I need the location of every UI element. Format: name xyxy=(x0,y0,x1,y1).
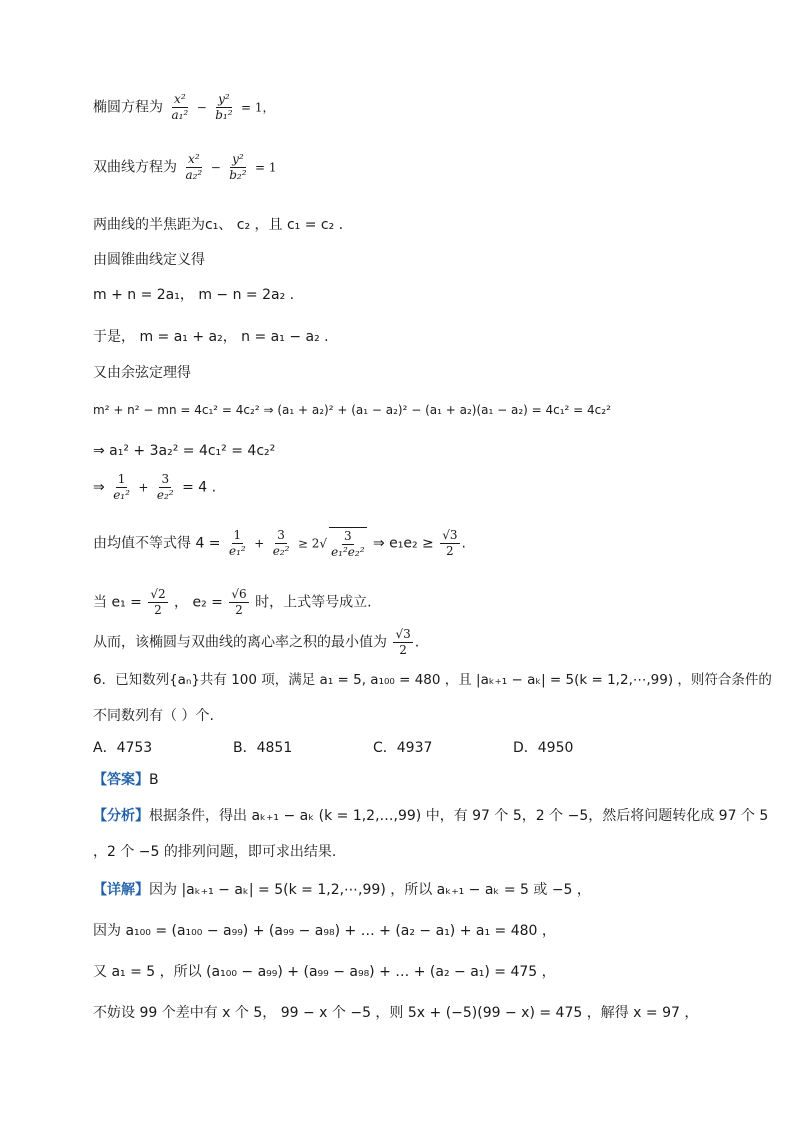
fraction-1-e1: $\frac{1}{\text{e₁²}}$ xyxy=(113,472,130,502)
amgm-tail: ⇒ e₁e₂ ≥ xyxy=(372,535,434,552)
equality-line: 当 e₁ = $\frac{√2}{2}$ ， e₂ = $\frac{√6}{2}$ 时，上式等号成立. xyxy=(93,587,372,617)
hyperbola-label: 双曲线方程为 xyxy=(93,159,177,176)
amgm-prefix: 由均值不等式得 4 = xyxy=(93,535,221,552)
ellipse-eq-tail: = 1， xyxy=(240,100,275,115)
analysis-tag: 【分析】 xyxy=(93,808,149,824)
fraction-y2-b1: $\frac{\text{y²}}{\text{b₁²}}$ xyxy=(215,92,233,122)
detail-tag: 【详解】 xyxy=(93,882,149,898)
option-a: A．4753 xyxy=(93,740,153,756)
equality-mid: ， e₂ = xyxy=(174,594,223,611)
fraction-x2-a1: $\frac{\text{x²}}{\text{a₁²}}$ xyxy=(171,92,189,122)
conic-definition: 由圆锥曲线定义得 xyxy=(93,252,205,268)
fraction-3-e2: $\frac{3}{\text{e₂²}}$ xyxy=(156,472,174,502)
analysis-line1 xyxy=(93,806,768,826)
cosine-equation: m² + n² − mn = 4c₁² = 4c₂² ⇒ (a₁ + a₂)² + (a₁ − a₂)² − (a₁ + a₂)(a₁ − a₂) = 4c₁² = 4c₂² xyxy=(93,403,611,417)
detail-text: 因为 |aₖ₊₁ − aₖ| = 5(k = 1,2,⋯,99) ，所以 aₖ₊₁ − aₖ = 5 或 −5 ， xyxy=(149,882,591,898)
option-d: D．4950 xyxy=(513,740,574,756)
question-6-line1: 6．已知数列{aₙ}共有 100 项，满足 a₁ = 5, a₁₀₀ = 480 ，且 |aₖ₊₁ − aₖ| = 5(k = 1,2,⋯,99) ，则符合条件的 xyxy=(93,672,772,688)
detail-line2: 因为 a₁₀₀ = (a₁₀₀ − a₉₉) + (a₉₉ − a₉₈) + … + (a₂ − a₁) + a₁ = 480 ， xyxy=(93,923,556,939)
option-c: C．4937 xyxy=(373,740,433,756)
hence-text: 于是， m = a₁ + a₂， n = a₁ − a₂ . xyxy=(93,329,329,345)
hyperbola-equation: 双曲线方程为 $\frac{\text{x²}}{\text{a₂²}}$ − $\frac{\text{y²}}{\text{b₂²}}$ = 1 xyxy=(93,152,277,182)
ellipse-label: 椭圆方程为 xyxy=(93,99,163,116)
answer-line xyxy=(93,770,159,790)
step-two: ⇒ a₁² + 3a₂² = 4c₁² = 4c₂² xyxy=(93,443,276,459)
option-b: B．4851 xyxy=(233,740,293,756)
fraction-y2-b2: $\frac{\text{y²}}{\text{b₂²}}$ xyxy=(229,152,247,182)
conclusion-line: 从而，该椭圆与双曲线的离心率之积的最小值为 $\frac{√3}{2}$ . xyxy=(93,627,420,657)
amgm-line: 由均值不等式得 4 = $\frac{1}{\text{e₁²}}$ + $\frac{3}{\text{e₂²}}$ ≥ 2√ $\frac{3}{\text{e₁²e₂²}}$ ⇒ e₁e₂ ≥ $\frac{√3}{2}$ . xyxy=(93,528,466,559)
analysis-line2: ，2 个 −5 的排列问题，即可求出结果. xyxy=(93,844,337,860)
detail-line4: 不妨设 99 个差中有 x 个 5， 99 − x 个 −5 ，则 5x + (−5)(99 − x) = 475 ，解得 x = 97 ， xyxy=(93,1005,699,1021)
hyperbola-eq-tail: = 1 xyxy=(254,160,277,175)
conclusion-prefix: 从而，该椭圆与双曲线的离心率之积的最小值为 xyxy=(93,634,387,651)
step-three: ⇒ $\frac{1}{\text{e₁²}}$ + $\frac{3}{\text{e₂²}}$ = 4 . xyxy=(93,472,217,502)
options-row xyxy=(93,738,653,758)
step-three-prefix: ⇒ xyxy=(93,479,105,496)
ellipse-equation: 椭圆方程为 $\frac{\text{x²}}{\text{a₁²}}$ − $\frac{\text{y²}}{\text{b₁²}}$ = 1， xyxy=(93,92,275,122)
step-three-tail: = 4 . xyxy=(182,479,217,496)
analysis-text: 根据条件，得出 aₖ₊₁ − aₖ (k = 1,2,…,99) 中，有 97 个 5，2 个 −5，然后将问题转化成 97 个 5 xyxy=(149,808,769,824)
answer-value: B xyxy=(149,772,159,788)
definition-equation: m + n = 2a₁， m − n = 2a₂ . xyxy=(93,287,295,303)
equality-tail: 时，上式等号成立. xyxy=(255,594,372,611)
cosine-law-text: 又由余弦定理得 xyxy=(93,365,191,381)
focal-text: 两曲线的半焦距为c₁、 c₂ ，且 c₁ = c₂ . xyxy=(93,217,344,233)
equality-prefix: 当 e₁ = xyxy=(93,594,142,611)
fraction-x2-a2: $\frac{\text{x²}}{\text{a₂²}}$ xyxy=(185,152,203,182)
detail-line1 xyxy=(93,880,591,900)
detail-line3: 又 a₁ = 5 ，所以 (a₁₀₀ − a₉₉) + (a₉₉ − a₉₈) + … + (a₂ − a₁) = 475 ， xyxy=(93,964,556,980)
question-6-line2: 不同数列有（ ）个. xyxy=(93,708,214,724)
answer-tag: 【答案】 xyxy=(93,772,149,788)
